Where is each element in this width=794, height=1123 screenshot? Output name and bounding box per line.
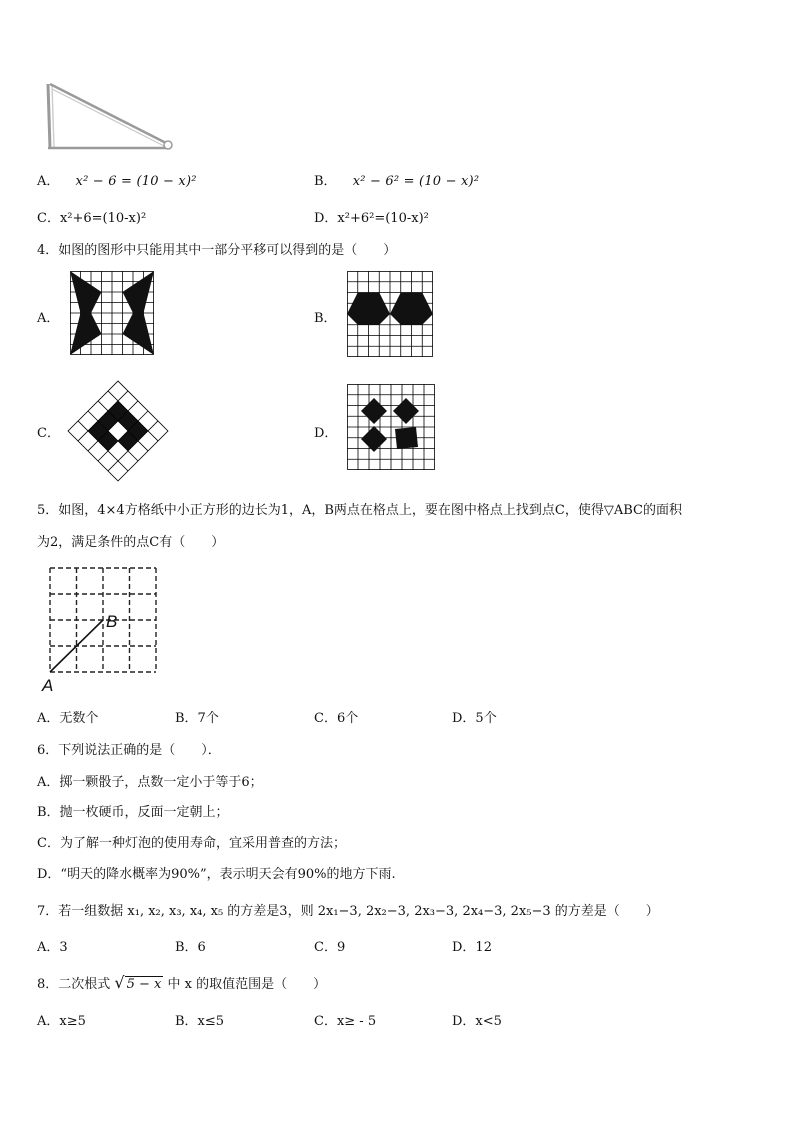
q5-dashed-grid-figure bbox=[40, 565, 165, 695]
q8-radicand: 5 − x bbox=[126, 977, 162, 992]
q7-option-a[interactable]: A．3 bbox=[37, 940, 68, 955]
q3-option-a[interactable] bbox=[37, 170, 197, 189]
q4-figure-d[interactable] bbox=[347, 384, 435, 470]
q8-stem-pre: 8．二次根式 bbox=[37, 977, 111, 992]
q3-option-b-equation: x² − 6² = (10 − x)² bbox=[352, 174, 480, 189]
q4-option-d-label[interactable]: D． bbox=[314, 426, 338, 441]
q7-option-b[interactable]: B．6 bbox=[175, 940, 206, 955]
q6-option-d[interactable]: D．“明天的降水概率为90%”，表示明天会有90%的地方下雨. bbox=[37, 867, 396, 882]
q5-option-b[interactable]: B．7个 bbox=[175, 711, 219, 726]
point-a-label: A bbox=[42, 676, 54, 695]
q8-stem bbox=[37, 973, 326, 992]
q8-option-b[interactable]: B．x≤5 bbox=[175, 1014, 225, 1029]
q4-figure-b[interactable] bbox=[347, 271, 433, 357]
q3-option-a-equation: x² − 6 = (10 − x)² bbox=[75, 174, 197, 189]
sqrt-icon: √ bbox=[114, 973, 125, 992]
q8-option-c[interactable]: C．x≥ - 5 bbox=[314, 1014, 377, 1029]
q3-option-d[interactable]: D．x²+6²=(10-x)² bbox=[314, 211, 429, 226]
q7-option-c[interactable]: C．9 bbox=[314, 940, 346, 955]
q7-stem: 7．若一组数据 x₁, x₂, x₃, x₄, x₅ 的方差是3，则 2x₁−3, 2x₂−3, 2x₃−3, 2x₄−3, 2x₅−3 的方差是（ ） bbox=[37, 904, 659, 919]
q5-option-d[interactable]: D．5个 bbox=[452, 711, 497, 726]
q5-option-a[interactable]: A．无数个 bbox=[37, 711, 99, 726]
q6-option-b[interactable]: B．抛一枚硬币，反面一定朝上； bbox=[37, 805, 229, 820]
q6-stem: 6．下列说法正确的是（ ）． bbox=[37, 743, 221, 758]
point-b-label: B bbox=[106, 612, 118, 631]
q4-figure-c[interactable] bbox=[68, 381, 168, 481]
q4-stem: 4．如图的图形中只能用其中一部分平移可以得到的是（ ） bbox=[37, 243, 397, 258]
q8-option-d[interactable]: D．x<5 bbox=[452, 1014, 502, 1029]
q6-option-c[interactable]: C．为了解一种灯泡的使用寿命，宜采用普查的方法； bbox=[37, 836, 346, 851]
q3-option-c[interactable]: C．x²+6=(10-x)² bbox=[37, 211, 147, 226]
q7-option-d[interactable]: D．12 bbox=[452, 940, 492, 955]
q3-option-b-label: B． bbox=[314, 174, 337, 189]
q4-figure-a[interactable] bbox=[70, 271, 154, 355]
q6-option-a[interactable]: A．掷一颗骰子，点数一定小于等于6； bbox=[37, 775, 263, 790]
q8-option-a[interactable]: A．x≥5 bbox=[37, 1014, 86, 1029]
q3-option-a-label: A． bbox=[37, 174, 60, 189]
q5-stem-line2: 为2，满足条件的点C有（ ） bbox=[37, 535, 225, 550]
q5-stem-line1: 5．如图，4×4方格纸中小正方形的边长为1，A，B两点在格点上，要在图中格点上找到点C，使得▽ABC的面积 bbox=[37, 503, 682, 518]
ladder-figure bbox=[44, 80, 179, 155]
q8-stem-post: 中 x 的取值范围是（ ） bbox=[167, 977, 327, 992]
q5-option-c[interactable]: C．6个 bbox=[314, 711, 359, 726]
q4-option-c-label[interactable]: C． bbox=[37, 426, 60, 441]
q4-option-b-label[interactable]: B． bbox=[314, 311, 337, 326]
q3-option-b[interactable] bbox=[314, 170, 479, 189]
q4-option-a-label[interactable]: A． bbox=[37, 311, 60, 326]
